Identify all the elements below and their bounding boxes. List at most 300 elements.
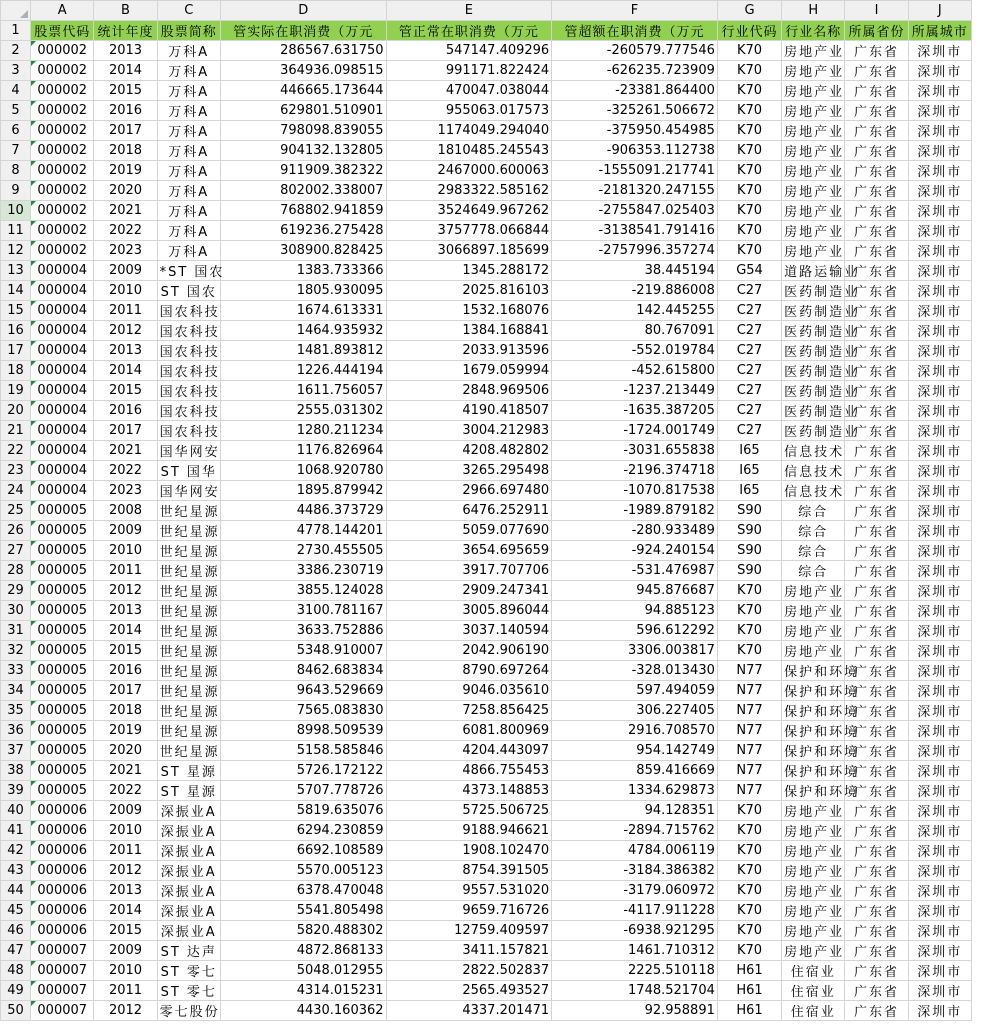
cell[interactable]: C27: [717, 321, 781, 341]
cell[interactable]: 房地产业: [782, 641, 845, 661]
select-all-corner[interactable]: [1, 1, 31, 21]
cell[interactable]: C27: [717, 301, 781, 321]
cell[interactable]: 世纪星源: [157, 681, 220, 701]
row-header[interactable]: 18: [1, 361, 31, 381]
cell[interactable]: -4117.911228: [552, 901, 718, 921]
header-cell[interactable]: 所属省份: [845, 21, 908, 41]
cell[interactable]: 广东省: [845, 581, 908, 601]
cell[interactable]: 万科A: [157, 81, 220, 101]
cell[interactable]: 2022: [94, 781, 157, 801]
cell[interactable]: 广东省: [845, 641, 908, 661]
cell[interactable]: 4866.755453: [386, 761, 552, 781]
cell[interactable]: 904132.132805: [220, 141, 386, 161]
cell[interactable]: 2010: [94, 961, 157, 981]
cell[interactable]: 1176.826964: [220, 441, 386, 461]
cell[interactable]: 2012: [94, 581, 157, 601]
cell[interactable]: -2196.374718: [552, 461, 718, 481]
cell[interactable]: 94.128351: [552, 801, 718, 821]
header-cell[interactable]: 股票简称: [157, 21, 220, 41]
cell[interactable]: 广东省: [845, 821, 908, 841]
cell[interactable]: 4784.006119: [552, 841, 718, 861]
cell[interactable]: -1724.001749: [552, 421, 718, 441]
cell[interactable]: 深圳市: [908, 261, 971, 281]
cell[interactable]: 广东省: [845, 841, 908, 861]
cell[interactable]: 000004: [31, 341, 94, 361]
row-header[interactable]: 41: [1, 821, 31, 841]
cell[interactable]: K70: [717, 821, 781, 841]
cell[interactable]: C27: [717, 401, 781, 421]
cell[interactable]: K70: [717, 61, 781, 81]
cell[interactable]: 802002.338007: [220, 181, 386, 201]
cell[interactable]: 000004: [31, 381, 94, 401]
cell[interactable]: K70: [717, 241, 781, 261]
cell[interactable]: 38.445194: [552, 261, 718, 281]
cell[interactable]: 广东省: [845, 61, 908, 81]
cell[interactable]: 广东省: [845, 741, 908, 761]
cell[interactable]: 2025.816103: [386, 281, 552, 301]
cell[interactable]: 1384.168841: [386, 321, 552, 341]
cell[interactable]: 000002: [31, 41, 94, 61]
cell[interactable]: 3855.124028: [220, 581, 386, 601]
cell[interactable]: 000006: [31, 821, 94, 841]
cell[interactable]: 综合: [782, 521, 845, 541]
header-cell[interactable]: 管正常在职消费（万元: [386, 21, 552, 41]
cell[interactable]: 2011: [94, 561, 157, 581]
cell[interactable]: 深圳市: [908, 341, 971, 361]
cell[interactable]: S90: [717, 541, 781, 561]
cell[interactable]: -23381.864400: [552, 81, 718, 101]
cell[interactable]: C27: [717, 341, 781, 361]
cell[interactable]: 深圳市: [908, 941, 971, 961]
cell[interactable]: 广东省: [845, 421, 908, 441]
cell[interactable]: N77: [717, 681, 781, 701]
cell[interactable]: K70: [717, 161, 781, 181]
cell[interactable]: 深圳市: [908, 981, 971, 1001]
cell[interactable]: 955063.017573: [386, 101, 552, 121]
cell[interactable]: 5059.077690: [386, 521, 552, 541]
cell[interactable]: C27: [717, 361, 781, 381]
cell[interactable]: K70: [717, 841, 781, 861]
cell[interactable]: 国农科技: [157, 341, 220, 361]
cell[interactable]: 3004.212983: [386, 421, 552, 441]
cell[interactable]: 1532.168076: [386, 301, 552, 321]
cell[interactable]: 3757778.066844: [386, 221, 552, 241]
cell[interactable]: 广东省: [845, 341, 908, 361]
cell[interactable]: 2020: [94, 741, 157, 761]
cell[interactable]: -260579.777546: [552, 41, 718, 61]
cell[interactable]: 世纪星源: [157, 701, 220, 721]
cell[interactable]: 房地产业: [782, 141, 845, 161]
cell[interactable]: 信息技术: [782, 461, 845, 481]
cell[interactable]: 6692.108589: [220, 841, 386, 861]
cell[interactable]: 广东省: [845, 301, 908, 321]
cell[interactable]: 深圳市: [908, 561, 971, 581]
cell[interactable]: K70: [717, 801, 781, 821]
cell[interactable]: 1174049.294040: [386, 121, 552, 141]
cell[interactable]: ST 达声: [157, 941, 220, 961]
cell[interactable]: 综合: [782, 501, 845, 521]
cell[interactable]: 深圳市: [908, 1001, 971, 1021]
cell[interactable]: 2022: [94, 221, 157, 241]
cell[interactable]: 世纪星源: [157, 501, 220, 521]
cell[interactable]: 5570.005123: [220, 861, 386, 881]
cell[interactable]: 629801.510901: [220, 101, 386, 121]
cell[interactable]: 广东省: [845, 801, 908, 821]
cell[interactable]: 2011: [94, 841, 157, 861]
cell[interactable]: 深圳市: [908, 961, 971, 981]
cell[interactable]: 保护和环境: [782, 781, 845, 801]
cell[interactable]: 深圳市: [908, 921, 971, 941]
column-header-g[interactable]: G: [717, 1, 781, 21]
cell[interactable]: 4373.148853: [386, 781, 552, 801]
cell[interactable]: 万科A: [157, 101, 220, 121]
cell[interactable]: 2013: [94, 601, 157, 621]
cell[interactable]: 768802.941859: [220, 201, 386, 221]
cell[interactable]: -1989.879182: [552, 501, 718, 521]
cell[interactable]: 深圳市: [908, 121, 971, 141]
cell[interactable]: 000005: [31, 601, 94, 621]
cell[interactable]: 364936.098515: [220, 61, 386, 81]
cell[interactable]: 000005: [31, 741, 94, 761]
cell[interactable]: 2009: [94, 941, 157, 961]
cell[interactable]: ST 零七: [157, 961, 220, 981]
cell[interactable]: 2012: [94, 861, 157, 881]
cell[interactable]: C27: [717, 381, 781, 401]
cell[interactable]: 广东省: [845, 381, 908, 401]
row-header[interactable]: 16: [1, 321, 31, 341]
cell[interactable]: 房地产业: [782, 41, 845, 61]
cell[interactable]: 911909.382322: [220, 161, 386, 181]
cell[interactable]: 广东省: [845, 961, 908, 981]
cell[interactable]: 深圳市: [908, 761, 971, 781]
cell[interactable]: 深圳市: [908, 641, 971, 661]
cell[interactable]: 广东省: [845, 161, 908, 181]
column-header-f[interactable]: F: [552, 1, 718, 21]
cell[interactable]: 2017: [94, 121, 157, 141]
cell[interactable]: 深圳市: [908, 841, 971, 861]
header-cell[interactable]: 管超额在职消费（万元: [552, 21, 718, 41]
cell[interactable]: 80.767091: [552, 321, 718, 341]
cell[interactable]: ST 星源: [157, 761, 220, 781]
cell[interactable]: 2017: [94, 681, 157, 701]
cell[interactable]: 深圳市: [908, 861, 971, 881]
cell[interactable]: 2016: [94, 101, 157, 121]
cell[interactable]: 万科A: [157, 241, 220, 261]
cell[interactable]: 广东省: [845, 881, 908, 901]
cell[interactable]: 2983322.585162: [386, 181, 552, 201]
cell[interactable]: 6476.252911: [386, 501, 552, 521]
cell[interactable]: 医药制造业: [782, 301, 845, 321]
cell[interactable]: 房地产业: [782, 921, 845, 941]
cell[interactable]: 深圳市: [908, 421, 971, 441]
cell[interactable]: 945.876687: [552, 581, 718, 601]
cell[interactable]: 000006: [31, 921, 94, 941]
cell[interactable]: 547147.409296: [386, 41, 552, 61]
row-header[interactable]: 46: [1, 921, 31, 941]
cell[interactable]: 深振业A: [157, 921, 220, 941]
cell[interactable]: 000002: [31, 201, 94, 221]
cell[interactable]: 深圳市: [908, 681, 971, 701]
cell[interactable]: 2014: [94, 61, 157, 81]
cell[interactable]: 深圳市: [908, 661, 971, 681]
cell[interactable]: 住宿业: [782, 961, 845, 981]
cell[interactable]: 世纪星源: [157, 521, 220, 541]
cell[interactable]: 2015: [94, 641, 157, 661]
cell[interactable]: 2011: [94, 981, 157, 1001]
header-cell[interactable]: 统计年度: [94, 21, 157, 41]
cell[interactable]: 道路运输业: [782, 261, 845, 281]
cell[interactable]: 广东省: [845, 261, 908, 281]
cell[interactable]: 7565.083830: [220, 701, 386, 721]
cell[interactable]: 2014: [94, 621, 157, 641]
cell[interactable]: N77: [717, 701, 781, 721]
header-cell[interactable]: 股票代码: [31, 21, 94, 41]
row-header[interactable]: 40: [1, 801, 31, 821]
cell[interactable]: 000005: [31, 501, 94, 521]
cell[interactable]: 广东省: [845, 681, 908, 701]
row-header[interactable]: 26: [1, 521, 31, 541]
row-header[interactable]: 39: [1, 781, 31, 801]
cell[interactable]: 000004: [31, 261, 94, 281]
cell[interactable]: 306.227405: [552, 701, 718, 721]
cell[interactable]: 2966.697480: [386, 481, 552, 501]
cell[interactable]: 92.958891: [552, 1001, 718, 1021]
cell[interactable]: 零七股份: [157, 1001, 220, 1021]
cell[interactable]: 国农科技: [157, 361, 220, 381]
cell[interactable]: 房地产业: [782, 821, 845, 841]
cell[interactable]: 深圳市: [908, 461, 971, 481]
row-header[interactable]: 32: [1, 641, 31, 661]
cell[interactable]: 2565.493527: [386, 981, 552, 1001]
row-header[interactable]: 42: [1, 841, 31, 861]
cell[interactable]: 000005: [31, 521, 94, 541]
cell[interactable]: 深圳市: [908, 241, 971, 261]
cell[interactable]: I65: [717, 441, 781, 461]
cell[interactable]: 000006: [31, 861, 94, 881]
cell[interactable]: 8790.697264: [386, 661, 552, 681]
cell[interactable]: 5348.910007: [220, 641, 386, 661]
cell[interactable]: 深圳市: [908, 701, 971, 721]
cell[interactable]: 广东省: [845, 141, 908, 161]
cell[interactable]: I65: [717, 481, 781, 501]
cell[interactable]: 2021: [94, 441, 157, 461]
cell[interactable]: 1748.521704: [552, 981, 718, 1001]
cell[interactable]: 000004: [31, 481, 94, 501]
cell[interactable]: 596.612292: [552, 621, 718, 641]
cell[interactable]: 000002: [31, 181, 94, 201]
cell[interactable]: 2225.510118: [552, 961, 718, 981]
cell[interactable]: 4314.015231: [220, 981, 386, 1001]
cell[interactable]: -6938.921295: [552, 921, 718, 941]
cell[interactable]: 世纪星源: [157, 661, 220, 681]
cell[interactable]: 9643.529669: [220, 681, 386, 701]
cell[interactable]: 广东省: [845, 901, 908, 921]
cell[interactable]: 世纪星源: [157, 741, 220, 761]
cell[interactable]: 广东省: [845, 621, 908, 641]
cell[interactable]: K70: [717, 81, 781, 101]
cell[interactable]: 深圳市: [908, 221, 971, 241]
cell[interactable]: 广东省: [845, 81, 908, 101]
cell[interactable]: 8998.509539: [220, 721, 386, 741]
cell[interactable]: 000006: [31, 881, 94, 901]
cell[interactable]: K70: [717, 141, 781, 161]
row-header[interactable]: 27: [1, 541, 31, 561]
cell[interactable]: 9659.716726: [386, 901, 552, 921]
row-header[interactable]: 25: [1, 501, 31, 521]
cell[interactable]: ST 零七: [157, 981, 220, 1001]
cell[interactable]: 859.416669: [552, 761, 718, 781]
cell[interactable]: 2010: [94, 281, 157, 301]
cell[interactable]: 保护和环境: [782, 661, 845, 681]
cell[interactable]: K70: [717, 201, 781, 221]
cell[interactable]: 住宿业: [782, 981, 845, 1001]
cell[interactable]: 000005: [31, 701, 94, 721]
cell[interactable]: 广东省: [845, 281, 908, 301]
cell[interactable]: 000002: [31, 141, 94, 161]
cell[interactable]: 5819.635076: [220, 801, 386, 821]
cell[interactable]: 2018: [94, 141, 157, 161]
cell[interactable]: 深圳市: [908, 181, 971, 201]
cell[interactable]: -924.240154: [552, 541, 718, 561]
cell[interactable]: 国农科技: [157, 401, 220, 421]
cell[interactable]: 3654.695659: [386, 541, 552, 561]
cell[interactable]: 000005: [31, 561, 94, 581]
cell[interactable]: -2181320.247155: [552, 181, 718, 201]
cell[interactable]: 广东省: [845, 721, 908, 741]
cell[interactable]: 2033.913596: [386, 341, 552, 361]
cell[interactable]: 4778.144201: [220, 521, 386, 541]
cell[interactable]: 深圳市: [908, 441, 971, 461]
cell[interactable]: 广东省: [845, 761, 908, 781]
cell[interactable]: 142.445255: [552, 301, 718, 321]
cell[interactable]: 3633.752886: [220, 621, 386, 641]
cell[interactable]: 000007: [31, 981, 94, 1001]
column-header-b[interactable]: B: [94, 1, 157, 21]
cell[interactable]: 医药制造业: [782, 361, 845, 381]
cell[interactable]: 世纪星源: [157, 541, 220, 561]
cell[interactable]: 000004: [31, 361, 94, 381]
row-header[interactable]: 37: [1, 741, 31, 761]
cell[interactable]: -3138541.791416: [552, 221, 718, 241]
cell[interactable]: 000006: [31, 801, 94, 821]
row-header[interactable]: 36: [1, 721, 31, 741]
cell[interactable]: -219.886008: [552, 281, 718, 301]
cell[interactable]: 房地产业: [782, 601, 845, 621]
cell[interactable]: 万科A: [157, 221, 220, 241]
cell[interactable]: 5725.506725: [386, 801, 552, 821]
cell[interactable]: H61: [717, 1001, 781, 1021]
cell[interactable]: 信息技术: [782, 441, 845, 461]
cell[interactable]: 万科A: [157, 201, 220, 221]
cell[interactable]: 000004: [31, 401, 94, 421]
row-header[interactable]: 3: [1, 61, 31, 81]
cell[interactable]: 2042.906190: [386, 641, 552, 661]
cell[interactable]: 房地产业: [782, 621, 845, 641]
cell[interactable]: 2467000.600063: [386, 161, 552, 181]
row-header[interactable]: 30: [1, 601, 31, 621]
cell[interactable]: 广东省: [845, 701, 908, 721]
cell[interactable]: 深圳市: [908, 141, 971, 161]
cell[interactable]: 万科A: [157, 181, 220, 201]
cell[interactable]: 广东省: [845, 321, 908, 341]
cell[interactable]: 1280.211234: [220, 421, 386, 441]
cell[interactable]: 2013: [94, 881, 157, 901]
cell[interactable]: 医药制造业: [782, 281, 845, 301]
cell[interactable]: 深圳市: [908, 901, 971, 921]
cell[interactable]: 2013: [94, 341, 157, 361]
cell[interactable]: 房地产业: [782, 201, 845, 221]
cell[interactable]: K70: [717, 181, 781, 201]
cell[interactable]: K70: [717, 221, 781, 241]
row-header[interactable]: 48: [1, 961, 31, 981]
row-header[interactable]: 33: [1, 661, 31, 681]
cell[interactable]: S90: [717, 521, 781, 541]
cell[interactable]: 000002: [31, 81, 94, 101]
cell[interactable]: 1674.613331: [220, 301, 386, 321]
cell[interactable]: 广东省: [845, 521, 908, 541]
row-header[interactable]: 8: [1, 161, 31, 181]
cell[interactable]: 世纪星源: [157, 721, 220, 741]
cell[interactable]: 房地产业: [782, 121, 845, 141]
cell[interactable]: ST 国农: [157, 281, 220, 301]
cell[interactable]: 万科A: [157, 121, 220, 141]
header-cell[interactable]: 行业名称: [782, 21, 845, 41]
cell[interactable]: 深圳市: [908, 481, 971, 501]
row-header[interactable]: 50: [1, 1001, 31, 1021]
cell[interactable]: -3031.655838: [552, 441, 718, 461]
cell[interactable]: 000002: [31, 101, 94, 121]
cell[interactable]: 综合: [782, 561, 845, 581]
cell[interactable]: 2730.455505: [220, 541, 386, 561]
row-header[interactable]: 47: [1, 941, 31, 961]
cell[interactable]: -328.013430: [552, 661, 718, 681]
cell[interactable]: 房地产业: [782, 241, 845, 261]
header-cell[interactable]: 所属城市: [908, 21, 971, 41]
cell[interactable]: 3100.781167: [220, 601, 386, 621]
cell[interactable]: 000002: [31, 221, 94, 241]
cell[interactable]: 深圳市: [908, 401, 971, 421]
cell[interactable]: 2013: [94, 41, 157, 61]
row-header[interactable]: 5: [1, 101, 31, 121]
row-header[interactable]: 13: [1, 261, 31, 281]
cell[interactable]: ST 国华: [157, 461, 220, 481]
cell[interactable]: 深圳市: [908, 581, 971, 601]
row-header[interactable]: 34: [1, 681, 31, 701]
cell[interactable]: 4208.482802: [386, 441, 552, 461]
cell[interactable]: 8462.683834: [220, 661, 386, 681]
cell[interactable]: 7258.856425: [386, 701, 552, 721]
cell[interactable]: 470047.038044: [386, 81, 552, 101]
cell[interactable]: 94.885123: [552, 601, 718, 621]
cell[interactable]: 保护和环境: [782, 721, 845, 741]
cell[interactable]: 3386.230719: [220, 561, 386, 581]
cell[interactable]: 2017: [94, 421, 157, 441]
cell[interactable]: 1908.102470: [386, 841, 552, 861]
column-header-i[interactable]: I: [845, 1, 908, 21]
cell[interactable]: 2009: [94, 261, 157, 281]
cell[interactable]: 9557.531020: [386, 881, 552, 901]
cell[interactable]: 2018: [94, 701, 157, 721]
cell[interactable]: 3265.295498: [386, 461, 552, 481]
cell[interactable]: G54: [717, 261, 781, 281]
cell[interactable]: 000002: [31, 241, 94, 261]
cell[interactable]: 房地产业: [782, 221, 845, 241]
cell[interactable]: C27: [717, 421, 781, 441]
cell[interactable]: 深振业A: [157, 801, 220, 821]
cell[interactable]: 深振业A: [157, 841, 220, 861]
column-header-h[interactable]: H: [782, 1, 845, 21]
cell[interactable]: 国农科技: [157, 321, 220, 341]
